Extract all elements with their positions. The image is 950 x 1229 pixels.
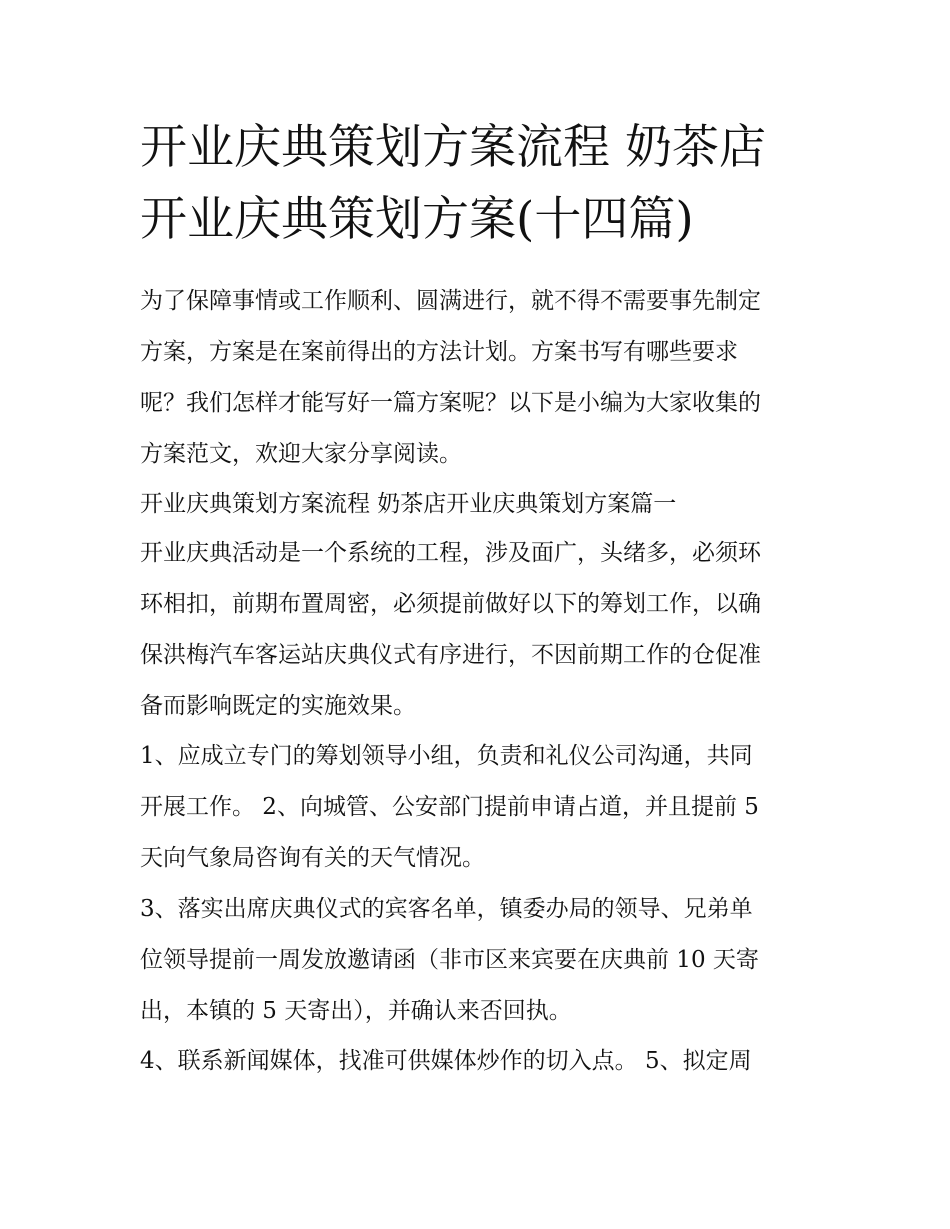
text-line: 方案范文，欢迎大家分享阅读。 bbox=[140, 441, 462, 467]
text-line: 保洪梅汽车客运站庆典仪式有序进行，不因前期工作的仓促准 bbox=[140, 642, 761, 668]
text-line: 为了保障事情或工作顺利、圆满进行，就不得不需要事先制定 bbox=[140, 288, 761, 314]
text-line: 方案，方案是在案前得出的方法计划。方案书写有哪些要求 bbox=[140, 339, 738, 365]
text-line: 4、联系新闻媒体，找准可供媒体炒作的切入点。 5、拟定周 bbox=[140, 1048, 752, 1074]
title-line: 开业庆典策划方案流程 奶茶店 bbox=[140, 120, 766, 175]
text-line: 1、应成立专门的筹划领导小组，负责和礼仪公司沟通，共同 bbox=[140, 743, 753, 769]
title-line: 开业庆典策划方案(十四篇) bbox=[140, 192, 694, 247]
text-line: 环相扣，前期布置周密，必须提前做好以下的筹划工作，以确 bbox=[140, 591, 761, 617]
paragraph-3 bbox=[140, 884, 830, 1037]
text-line: 开业庆典策划方案流程 奶茶店开业庆典策划方案篇一 bbox=[140, 491, 677, 517]
paragraph-2 bbox=[140, 731, 830, 884]
intro-paragraph bbox=[140, 276, 830, 480]
paragraph-1 bbox=[140, 528, 830, 732]
text-line: 开展工作。 2、向城管、公安部门提前申请占道，并且提前 5 bbox=[140, 794, 759, 820]
text-line: 开业庆典活动是一个系统的工程，涉及面广，头绪多，必须环 bbox=[140, 540, 761, 566]
paragraph-4 bbox=[140, 1036, 830, 1087]
document-title bbox=[140, 112, 820, 256]
text-line: 备而影响既定的实施效果。 bbox=[140, 693, 416, 719]
section-heading bbox=[140, 479, 830, 530]
text-line: 位领导提前一周发放邀请函（非市区来宾要在庆典前 10 天寄 bbox=[140, 947, 759, 973]
text-line: 出，本镇的 5 天寄出），并确认来否回执。 bbox=[140, 998, 572, 1024]
text-line: 3、落实出席庆典仪式的宾客名单，镇委办局的领导、兄弟单 bbox=[140, 896, 753, 922]
text-line: 天向气象局咨询有关的天气情况。 bbox=[140, 845, 485, 871]
text-line: 呢？我们怎样才能写好一篇方案呢？以下是小编为大家收集的 bbox=[140, 390, 761, 416]
